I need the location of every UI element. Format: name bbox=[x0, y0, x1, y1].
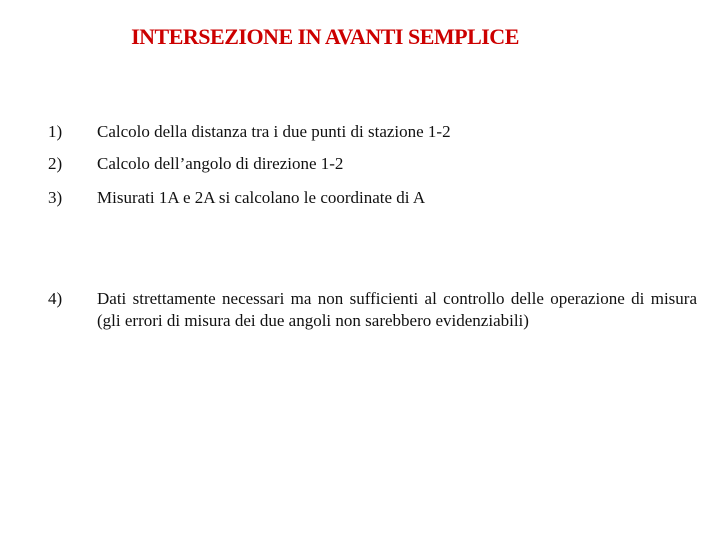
list-item-text: Misurati 1A e 2A si calcolano le coordinate di A bbox=[97, 188, 426, 207]
list-item-text: Calcolo dell’angolo di direzione 1-2 bbox=[97, 154, 344, 173]
list-item-text: Calcolo della distanza tra i due punti di stazione 1-2 bbox=[97, 122, 451, 141]
list-item-number: 1) bbox=[48, 122, 63, 141]
list-item-text: Dati strettamente necessari ma non sufficienti al controllo delle operazione di misura (gli errori di misura dei due angoli non sarebbero evidenziabili) bbox=[97, 289, 697, 330]
slide-title: INTERSEZIONE IN AVANTI SEMPLICE bbox=[131, 24, 519, 49]
list-item-number: 2) bbox=[48, 154, 63, 173]
list-item-number: 3) bbox=[48, 188, 63, 207]
list-item-number: 4) bbox=[48, 289, 63, 308]
